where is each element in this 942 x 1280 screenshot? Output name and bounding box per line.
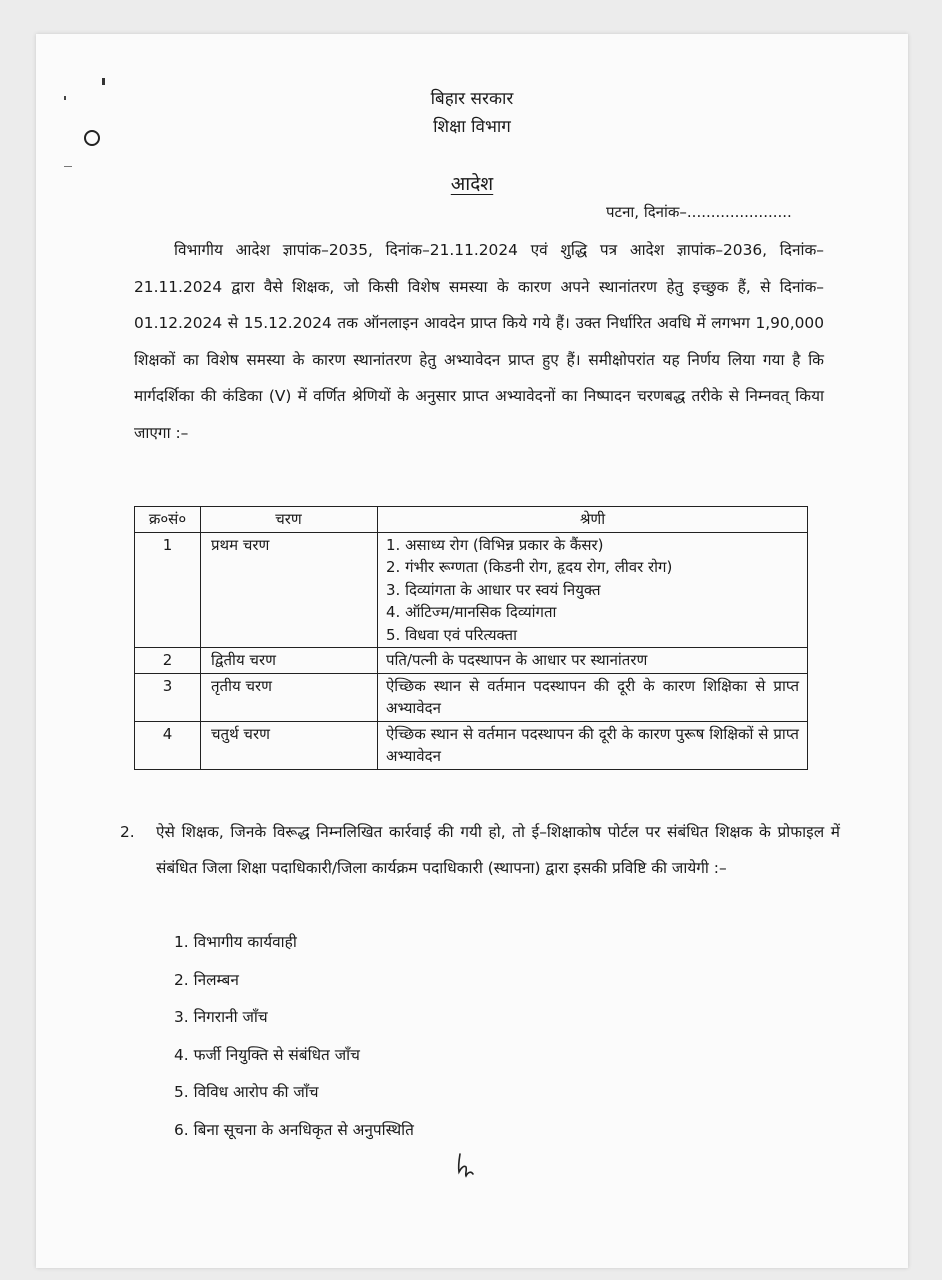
serial-cell: 1	[135, 532, 201, 648]
phase-table	[134, 506, 808, 770]
category-text: पति/पत्नी के पदस्थापन के आधार पर स्थानांतरण	[386, 651, 648, 669]
table-row	[135, 532, 808, 648]
category-cell	[378, 648, 808, 674]
department-name: शिक्षा विभाग	[433, 117, 511, 137]
serial-cell: 4	[135, 721, 201, 769]
table-row	[135, 673, 808, 721]
table-row	[135, 721, 808, 769]
category-item: 5. विधवा एवं परित्यक्ता	[386, 625, 517, 644]
phase-cell: तृतीय चरण	[201, 673, 378, 721]
intro-paragraph: विभागीय आदेश ज्ञापांक–2035, दिनांक–21.11.2024 एवं शुद्धि पत्र आदेश ज्ञापांक–2036, दिनांक–21.11.2024 द्वारा वैसे शिक्षक, जो किसी विशेष समस्या के कारण अपने स्थानांतरण हेतु इच्छुक हैं, से दिनांक–01.12.2024 से 15.12.2024 तक ऑनलाइन आवदेन प्राप्त किये गये हैं। उक्त निर्धारित अवधि में लगभग 1,90,000 शिक्षकों का विशेष समस्या के कारण स्थानांतरण हेतु अभ्यावेदन प्राप्त हुए हैं। समीक्षोपरांत यह निर्णय लिया गया है कि मार्गदर्शिका की कंडिका (V) में वर्णित श्रेणियों के अनुसार प्राप्त अभ्यावेदनों का निष्पादन चरणबद्ध तरीके से निम्नवत् किया जाएगा :–	[134, 241, 824, 442]
list-item: 3. निगरानी जाँच	[174, 1008, 268, 1026]
list-item: 2. निलम्बन	[174, 970, 239, 989]
category-item: 1. असाध्य रोग (विभिन्न प्रकार के कैंसर)	[386, 535, 604, 554]
category-text: ऐच्छिक स्थान से वर्तमान पदस्थापन की दूरी के कारण पुरूष शिक्षिकों से प्राप्त अभ्यावेदन	[386, 724, 799, 765]
action-list	[174, 924, 414, 1149]
serial-cell: 3	[135, 673, 201, 721]
category-item: 4. ऑटिज्म/मानसिक दिव्यांगता	[386, 603, 557, 621]
header-serial: क्र०सं०	[135, 507, 201, 533]
header-category: श्रेणी	[378, 507, 808, 533]
phase-cell: चतुर्थ चरण	[201, 721, 378, 769]
order-title	[36, 170, 908, 196]
point-2-number: 2.	[120, 823, 135, 841]
government-name: बिहार सरकार	[430, 89, 514, 109]
category-cell	[378, 532, 808, 648]
table-header-row	[135, 507, 808, 533]
category-cell	[378, 673, 808, 721]
list-item: 1. विभागीय कार्यवाही	[174, 933, 297, 951]
document-page	[36, 34, 908, 1268]
serial-cell: 2	[135, 648, 201, 674]
category-item: 3. दिव्यांगता के आधार पर स्वयं नियुक्त	[386, 580, 601, 599]
scan-speck	[102, 78, 105, 85]
list-item: 6. बिना सूचना के अनधिकृत से अनुपस्थिति	[174, 1120, 414, 1139]
list-item: 5. विविध आरोप की जाँच	[174, 1083, 319, 1101]
phase-cell: द्वितीय चरण	[201, 648, 378, 674]
table-row	[135, 648, 808, 674]
point-2	[120, 814, 840, 886]
header-phase: चरण	[201, 507, 378, 533]
phase-cell: प्रथम चरण	[201, 532, 378, 648]
category-cell	[378, 721, 808, 769]
initial-signature	[454, 1152, 478, 1182]
place-date-line: पटना, दिनांक–......................	[606, 203, 792, 221]
order-title-text: आदेश	[450, 173, 494, 195]
category-text: ऐच्छिक स्थान से वर्तमान पदस्थापन की दूरी के कारण शिक्षिका से प्राप्त अभ्यावेदन	[386, 676, 799, 717]
list-item: 4. फर्जी नियुक्ति से संबंधित जाँच	[174, 1045, 360, 1064]
category-item: 2. गंभीर रूग्णता (किडनी रोग, हृदय रोग, लीवर रोग)	[386, 558, 673, 576]
scan-speck	[64, 166, 72, 167]
point-2-text: ऐसे शिक्षक, जिनके विरूद्ध निम्नलिखित कार्रवाई की गयी हो, तो ई–शिक्षाकोष पोर्टल पर संबंधित शिक्षक के प्रोफाइल में संबंधित जिला शिक्षा पदाधिकारी/जिला कार्यक्रम पदाधिकारी (स्थापना) द्वारा इसकी प्रविष्टि की जायेगी :–	[156, 823, 840, 877]
